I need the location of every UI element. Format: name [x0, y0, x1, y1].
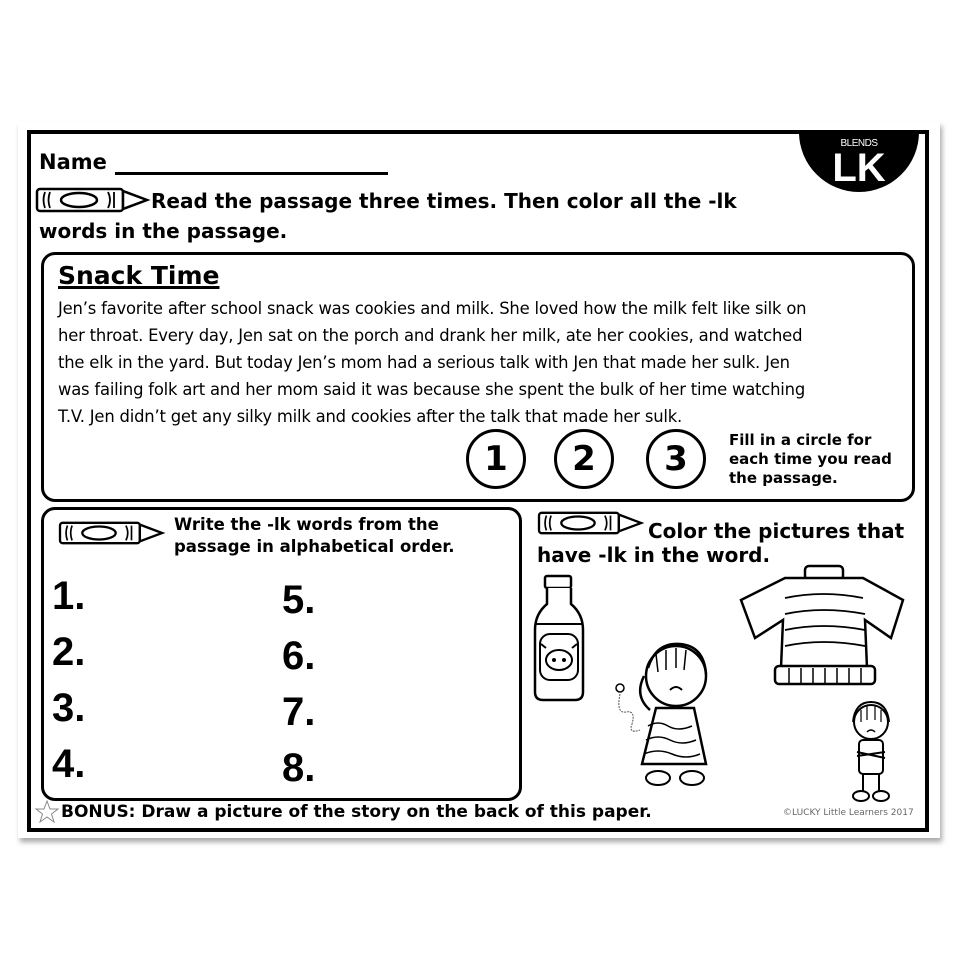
color-instruction-line1: Color the pictures that — [648, 519, 905, 543]
crayon-icon — [535, 510, 647, 536]
sweater-picture[interactable] — [733, 564, 909, 688]
read-circle-1[interactable]: 1 — [466, 429, 526, 489]
passage-box — [41, 252, 915, 502]
write-words-box — [41, 507, 522, 801]
answer-8[interactable]: 8. — [282, 746, 316, 790]
answer-3[interactable]: 3. — [52, 686, 86, 730]
answer-7[interactable]: 7. — [282, 690, 316, 734]
crayon-icon — [56, 520, 168, 546]
answer-2[interactable]: 2. — [52, 630, 86, 674]
fill-note-line: each time you read — [729, 450, 892, 468]
read-circle-2[interactable]: 2 — [554, 429, 614, 489]
bonus-instruction: BONUS: Draw a picture of the story on the back of this paper. — [61, 802, 652, 822]
write-instruction-line1: Write the -lk words from the — [174, 515, 439, 534]
fill-note-line: the passage. — [729, 469, 838, 487]
passage-line: her throat. Every day, Jen sat on the porch and drank her milk, ate her cookies, and watched — [58, 326, 803, 345]
read-instruction-line2: words in the passage. — [39, 219, 288, 243]
fill-circle-note — [729, 431, 892, 488]
name-label: Name — [39, 150, 107, 174]
read-circle-3[interactable]: 3 — [646, 429, 706, 489]
color-instruction-line2: have -lk in the word. — [537, 543, 771, 567]
girl-bee-picture[interactable] — [596, 634, 726, 789]
passage-title: Snack Time — [58, 261, 220, 290]
answer-5[interactable]: 5. — [282, 578, 316, 622]
badge-blends-label: BLENDS — [840, 138, 878, 149]
name-field[interactable] — [115, 172, 388, 175]
passage-line: the elk in the yard. But today Jen’s mom had a serious talk with Jen that made her sulk. Jen — [58, 353, 790, 372]
sulking-girl-picture[interactable] — [843, 700, 899, 804]
write-instruction — [174, 514, 454, 558]
milk-bottle-picture[interactable] — [531, 574, 587, 704]
passage-line: was failing folk art and her mom said it was because she spent the bulk of her time watching — [58, 380, 806, 399]
write-instruction-line2: passage in alphabetical order. — [174, 537, 455, 556]
star-icon — [35, 800, 59, 824]
fill-note-line: Fill in a circle for — [729, 431, 872, 449]
answer-1[interactable]: 1. — [52, 574, 86, 618]
worksheet-frame — [27, 130, 929, 832]
read-instruction-line1: Read the passage three times. Then color all the -lk — [151, 189, 737, 213]
answer-4[interactable]: 4. — [52, 742, 86, 786]
passage-line: T.V. Jen didn’t get any silky milk and cookies after the talk that made her sulk. — [58, 407, 683, 426]
copyright-text: ©LUCKY Little Learners 2017 — [783, 808, 914, 818]
badge-lk-label: LK — [832, 146, 886, 190]
crayon-icon — [35, 186, 151, 214]
passage-line: Jen’s favorite after school snack was cookies and milk. She loved how the milk felt like silk on — [58, 299, 807, 318]
answer-6[interactable]: 6. — [282, 634, 316, 678]
blend-badge — [799, 130, 919, 192]
passage-text — [58, 295, 908, 430]
